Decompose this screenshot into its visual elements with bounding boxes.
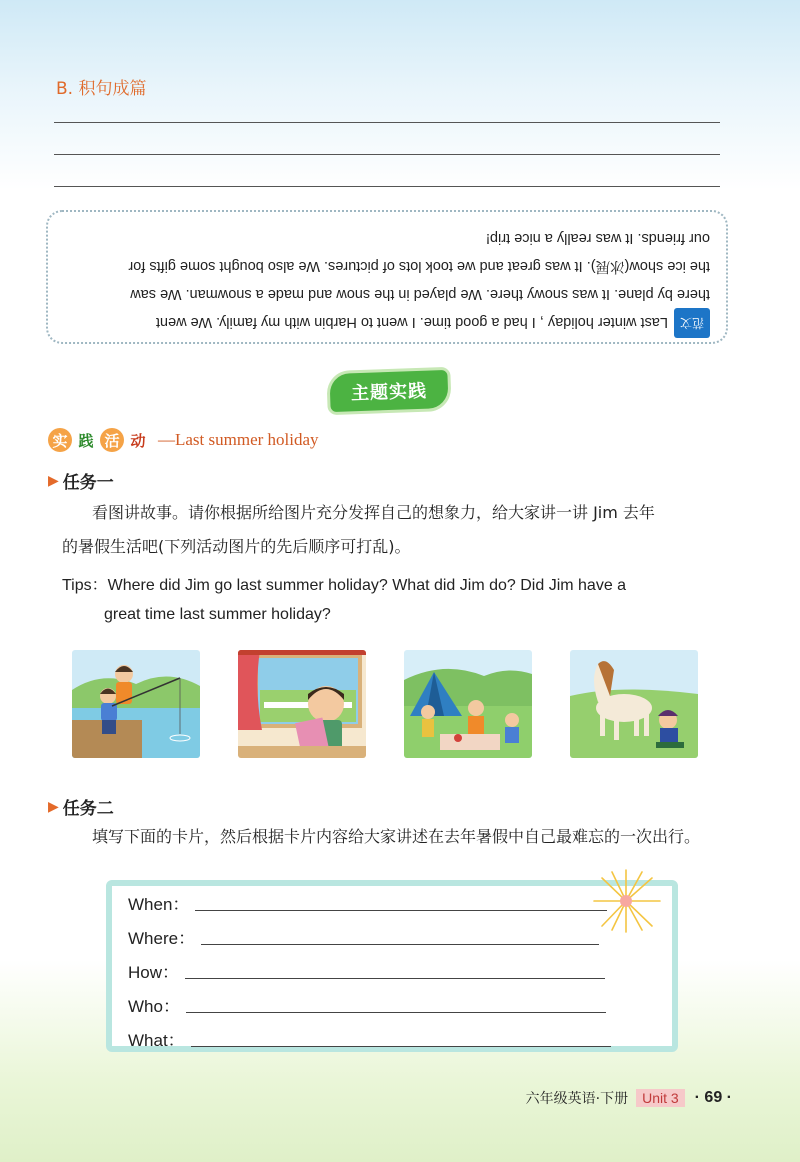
book-title: 六年级英语·下册 xyxy=(525,1091,629,1107)
horse-picture xyxy=(570,650,698,758)
model-line: our friends. It was really a nice trip! xyxy=(485,230,710,246)
activity-char: 活 xyxy=(100,428,124,452)
camping-picture xyxy=(404,650,532,758)
triangle-right-icon: ▶ xyxy=(48,472,59,489)
model-essay-text xyxy=(70,224,710,338)
theme-practice-badge: 主题实践 xyxy=(329,370,448,412)
triangle-right-icon: ▶ xyxy=(48,798,59,815)
page-number: · 69 · xyxy=(694,1089,732,1106)
writing-line xyxy=(54,186,720,187)
activity-char: 践 xyxy=(78,431,94,450)
task1-instruction-line1: 看图讲故事。请你根据所给图片充分发挥自己的想象力，给大家讲一讲 Jim 去年 xyxy=(92,503,655,522)
card-row-who xyxy=(128,992,606,1017)
task1-heading xyxy=(48,468,114,493)
card-row-how xyxy=(128,958,605,983)
card-row-when xyxy=(128,890,607,915)
card-blank-where[interactable] xyxy=(201,943,599,945)
task2-heading xyxy=(48,794,114,819)
activity-title xyxy=(48,428,319,452)
task1-instruction-line2: 的暑假生活吧(下列活动图片的先后顺序可打乱)。 xyxy=(62,537,411,556)
task1-tips-line2: great time last summer holiday? xyxy=(104,606,331,623)
section-b-title: B. 积句成篇 xyxy=(56,79,147,99)
reading-picture xyxy=(238,650,366,758)
task2-title: 任务二 xyxy=(62,799,114,819)
card-blank-what[interactable] xyxy=(191,1045,611,1047)
page-footer xyxy=(526,1088,732,1108)
activity-title-en: —Last summer holiday xyxy=(158,430,319,449)
card-label-where: Where： xyxy=(128,929,196,948)
model-line: Last winter holiday , I had a good time. I went to Harbin with my family. We went xyxy=(155,314,668,330)
unit-label: Unit 3 xyxy=(636,1089,685,1107)
writing-line xyxy=(54,154,720,155)
writing-line xyxy=(54,122,720,123)
model-essay-box xyxy=(46,210,728,344)
card-label-how: How： xyxy=(128,963,180,982)
card-row-what xyxy=(128,1026,611,1051)
card-label-what: What： xyxy=(128,1031,185,1050)
card-blank-who[interactable] xyxy=(186,1011,606,1013)
task1-tips-line1: Tips：Where did Jim go last summer holiday? What did Jim do? Did Jim have a xyxy=(62,577,627,594)
card-blank-how[interactable] xyxy=(185,977,605,979)
model-line: the ice show(冰展). It was great and we took lots of pictures. We also bought some gifts for xyxy=(128,258,710,274)
model-essay-tag: 范文 xyxy=(674,308,710,338)
card-row-where xyxy=(128,924,599,949)
task1-title: 任务一 xyxy=(62,473,114,493)
card-label-who: Who： xyxy=(128,997,180,1016)
firework-icon xyxy=(584,866,668,936)
model-line: there by plane. It was snowy there. We played in the snow and made a snowman. We saw xyxy=(130,286,710,302)
fishing-picture xyxy=(72,650,200,758)
activity-char: 动 xyxy=(130,431,146,450)
card-label-when: When： xyxy=(128,895,190,914)
activity-char: 实 xyxy=(48,428,72,452)
task2-instruction: 填写下面的卡片，然后根据卡片内容给大家讲述在去年暑假中自己最难忘的一次出行。 xyxy=(92,827,701,846)
card-blank-when[interactable] xyxy=(195,909,607,911)
